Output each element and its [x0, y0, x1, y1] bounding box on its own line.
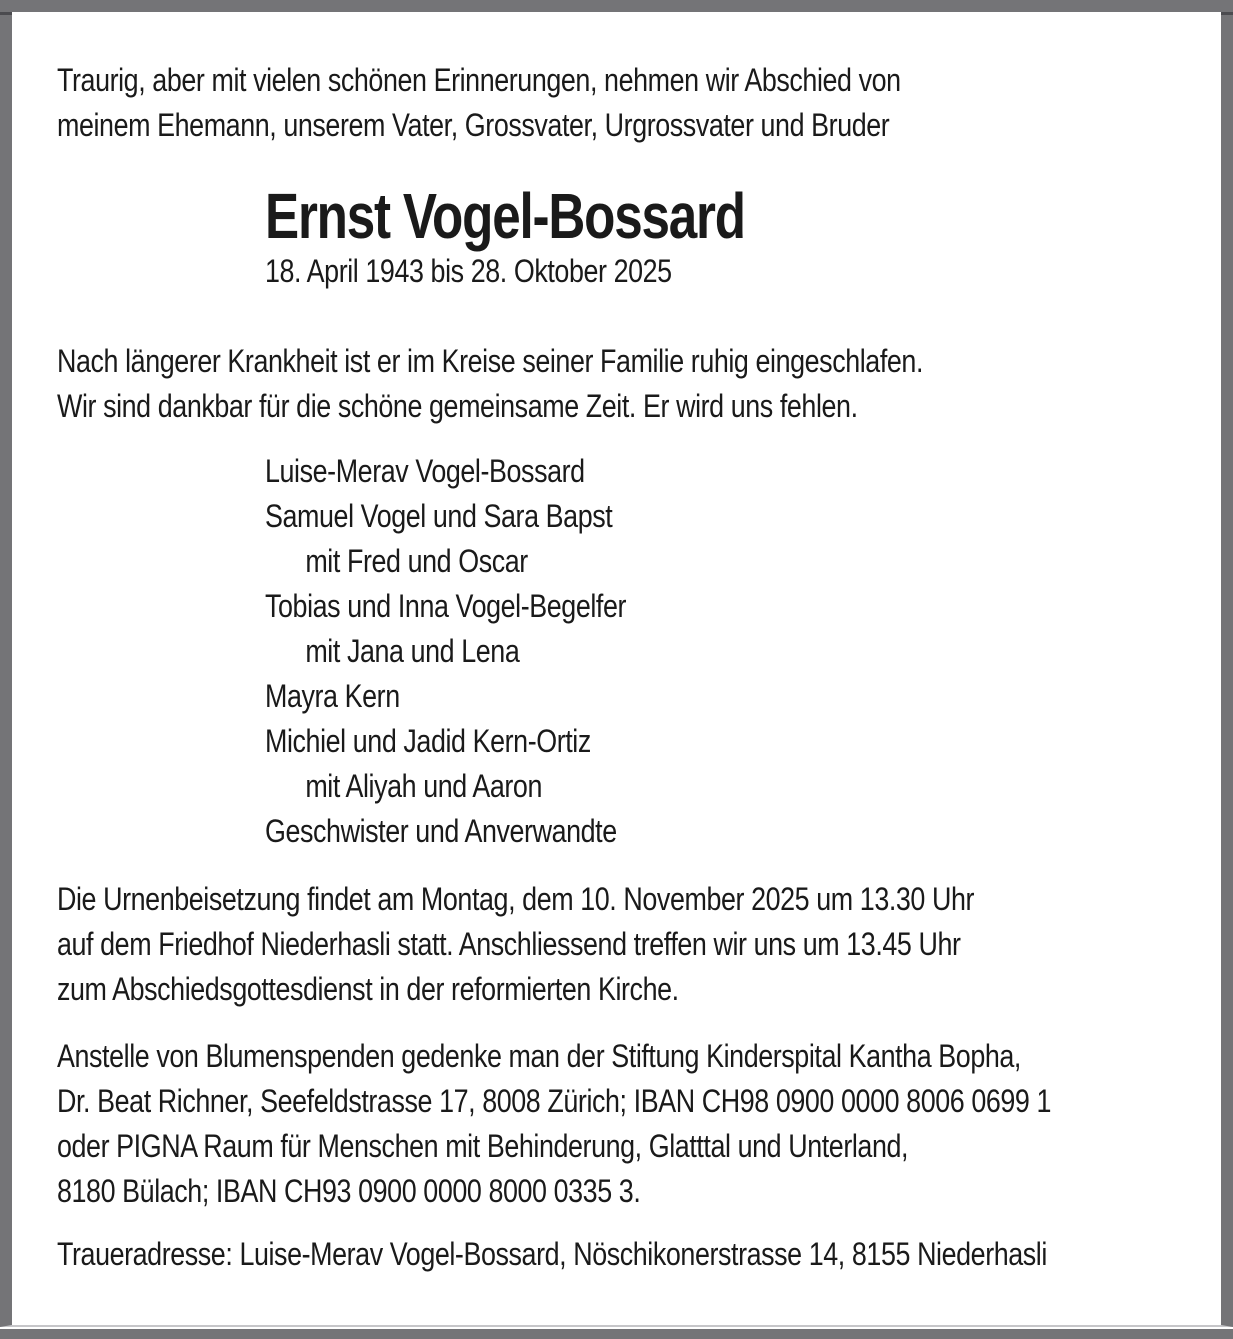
message-line: Nach längerer Krankheit ist er im Kreise seiner Familie ruhig eingeschlafen.	[57, 343, 923, 379]
donations-line: Dr. Beat Richner, Seefeldstrasse 17, 8008 Zürich; IBAN CH98 0900 0000 8006 0699 1	[57, 1083, 1052, 1119]
family-member: Geschwister und Anverwandte	[265, 813, 617, 849]
mourning-address: Traueradresse: Luise-Merav Vogel-Bossard, Nöschikonerstrasse 14, 8155 Niederhasli	[57, 1236, 1047, 1272]
ceremony-line: Die Urnenbeisetzung findet am Montag, dem 10. November 2025 um 13.30 Uhr	[57, 881, 975, 917]
condolence-message	[57, 339, 923, 429]
donations-paragraph	[57, 1034, 1051, 1214]
family-member-grandchildren: mit Fred und Oscar	[305, 543, 528, 579]
ceremony-line: zum Abschiedsgottesdienst in der reformierten Kirche.	[57, 971, 679, 1007]
family-member: Luise-Merav Vogel-Bossard	[265, 453, 585, 489]
family-member: Samuel Vogel und Sara Bapst	[265, 498, 613, 534]
ceremony-line: auf dem Friedhof Niederhasli statt. Anschliessend treffen wir uns um 13.45 Uhr	[57, 926, 961, 962]
intro-paragraph	[57, 58, 901, 148]
family-list	[265, 449, 626, 854]
donations-line: 8180 Bülach; IBAN CH93 0900 0000 8000 0335 3.	[57, 1173, 641, 1209]
family-member: Tobias und Inna Vogel-Begelfer	[265, 588, 627, 624]
deceased-name: Ernst Vogel-Bossard	[265, 180, 745, 252]
intro-line: meinem Ehemann, unserem Vater, Grossvater, Urgrossvater und Bruder	[57, 107, 890, 143]
ceremony-paragraph	[57, 877, 974, 1012]
frame-right-bottom-tick	[1221, 12, 1233, 15]
family-member: Mayra Kern	[265, 678, 400, 714]
family-member-grandchildren: mit Jana und Lena	[305, 633, 520, 669]
donations-line: oder PIGNA Raum für Menschen mit Behinderung, Glatttal und Unterland,	[57, 1128, 909, 1164]
family-member-grandchildren: mit Aliyah und Aaron	[305, 768, 542, 804]
donations-line: Anstelle von Blumenspenden gedenke man der Stiftung Kinderspital Kantha Bopha,	[57, 1038, 1021, 1074]
frame-left-bottom-tick	[0, 12, 12, 15]
life-dates: 18. April 1943 bis 28. Oktober 2025	[265, 253, 672, 289]
family-member: Michiel und Jadid Kern-Ortiz	[265, 723, 591, 759]
bottom-gray-bar	[0, 1329, 1233, 1339]
intro-line: Traurig, aber mit vielen schönen Erinnerungen, nehmen wir Abschied von	[57, 62, 901, 98]
message-line: Wir sind dankbar für die schöne gemeinsame Zeit. Er wird uns fehlen.	[57, 388, 858, 424]
